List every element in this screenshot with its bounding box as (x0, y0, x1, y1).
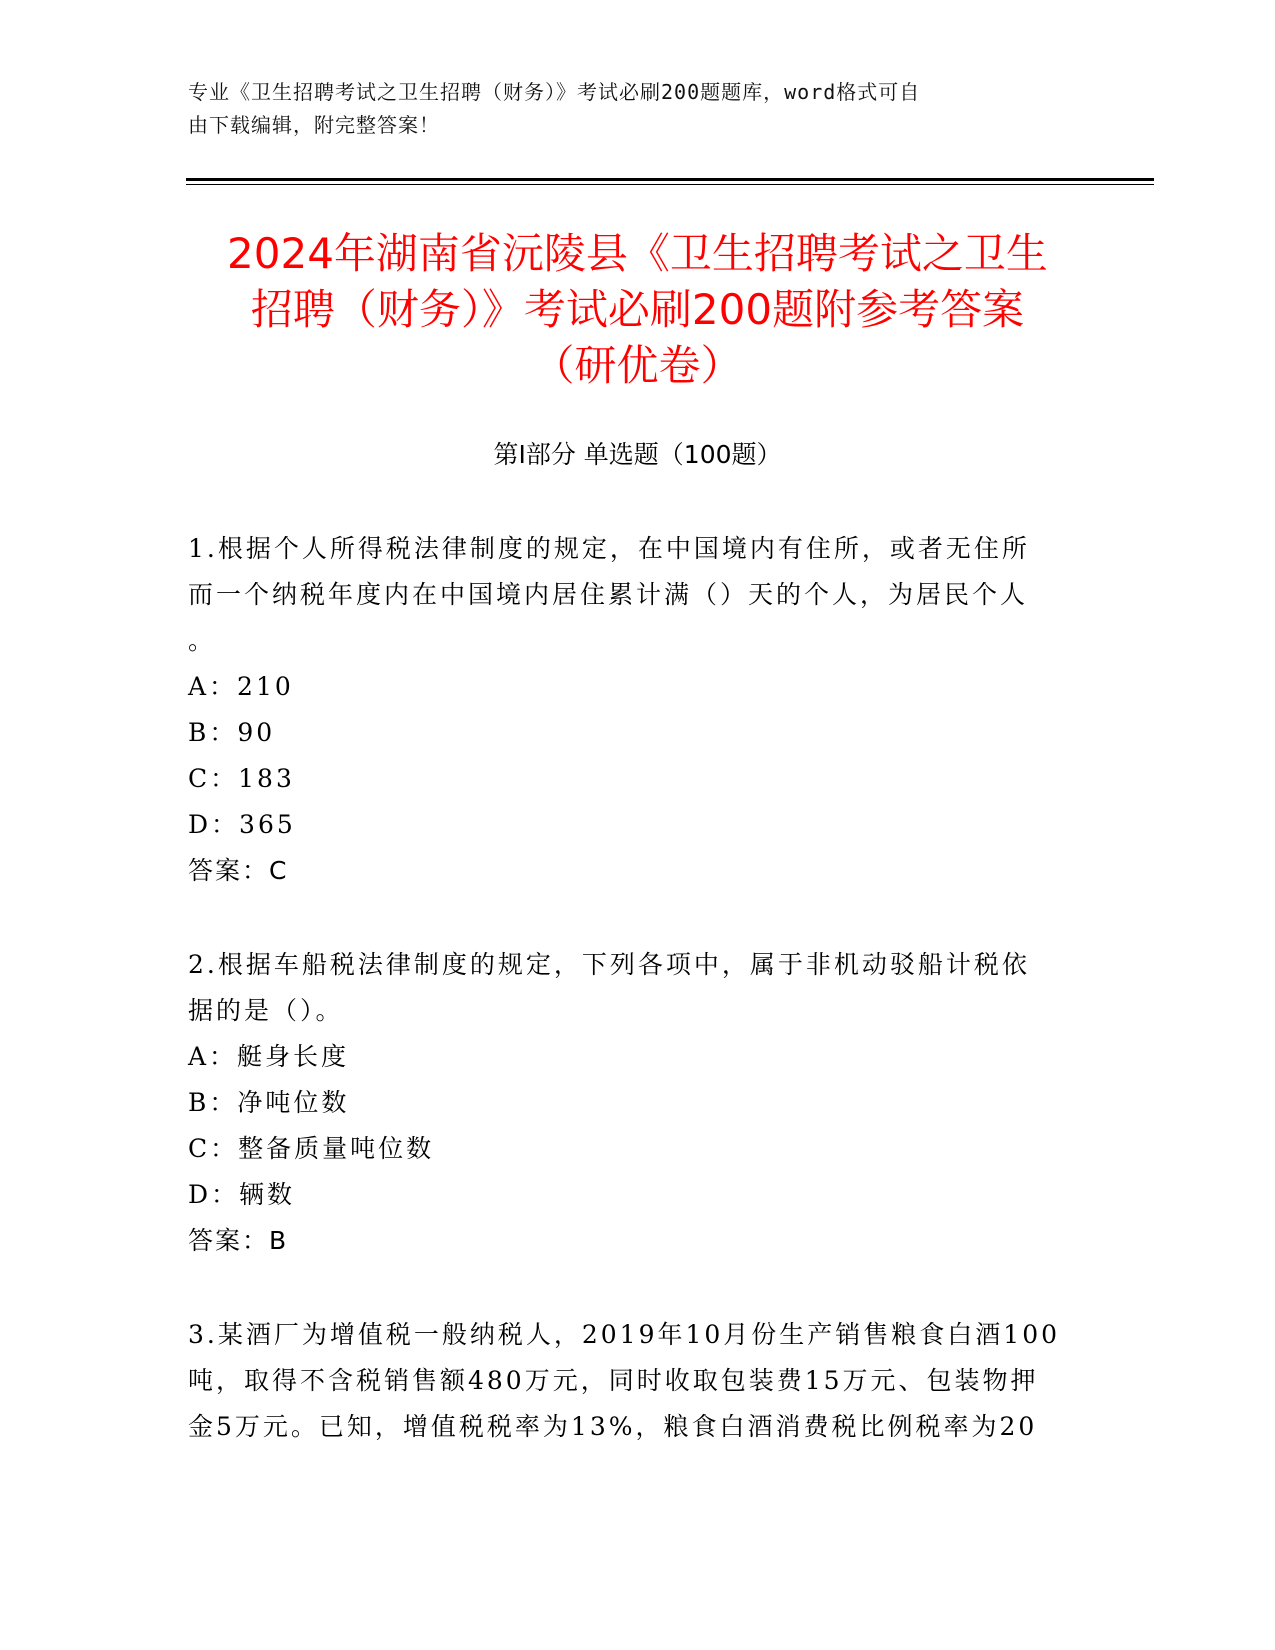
document-title-line: 招聘（财务）》考试必刷200题附参考答案 (250, 285, 1025, 334)
question-stem-line: 。 (188, 626, 217, 655)
document-title (160, 226, 1115, 394)
question-stem-line: 1.根据个人所得税法律制度的规定，在中国境内有住所，或者无住所 (188, 534, 1030, 563)
question-stem (188, 526, 1068, 664)
document-title-line: （研优卷） (532, 341, 743, 390)
question-stem-line: 据的是（）。 (188, 996, 344, 1025)
question-item (188, 526, 1068, 894)
question-stem-line: 吨，取得不含税销售额480万元，同时收取包装费15万元、包装物押 (188, 1366, 1039, 1395)
header-note (188, 76, 1088, 142)
question-stem-line: 2.根据车船税法律制度的规定，下列各项中，属于非机动驳船计税依 (188, 950, 1030, 979)
header-divider-thick (186, 178, 1154, 181)
header-note-line: 专业《卫生招聘考试之卫生招聘（财务）》考试必刷200题题库，word格式可自 (188, 80, 921, 104)
question-stem-line: 金5万元。已知，增值税税率为13%，粮食白酒消费税比例税率为20 (188, 1412, 1038, 1441)
answer: 答案：C (188, 856, 289, 885)
question-stem-line: 3.某酒厂为增值税一般纳税人，2019年10月份生产销售粮食白酒100 (188, 1320, 1061, 1349)
question-list (188, 526, 1068, 1498)
option-b: B：净吨位数 (188, 1088, 350, 1117)
question-stem-line: 而一个纳税年度内在中国境内居住累计满（）天的个人，为居民个人 (188, 580, 1029, 609)
option-c: C：183 (188, 764, 295, 793)
section-title: 第Ⅰ部分 单选题（100题） (493, 440, 782, 469)
question-stem (188, 1312, 1068, 1450)
option-a: A：艇身长度 (188, 1042, 350, 1071)
answer: 答案：B (188, 1226, 289, 1255)
option-d: D：辆数 (188, 1180, 296, 1209)
option-a: A：210 (188, 672, 294, 701)
document-title-line: 2024年湖南省沅陵县《卫生招聘考试之卫生 (227, 229, 1048, 278)
question-stem (188, 942, 1068, 1034)
option-b: B：90 (188, 718, 276, 747)
question-item (188, 1312, 1068, 1450)
option-d: D：365 (188, 810, 296, 839)
header-note-line: 由下载编辑，附完整答案！ (188, 113, 440, 137)
option-c: C：整备质量吨位数 (188, 1134, 435, 1163)
question-item (188, 942, 1068, 1264)
header-divider-thin (186, 184, 1154, 185)
